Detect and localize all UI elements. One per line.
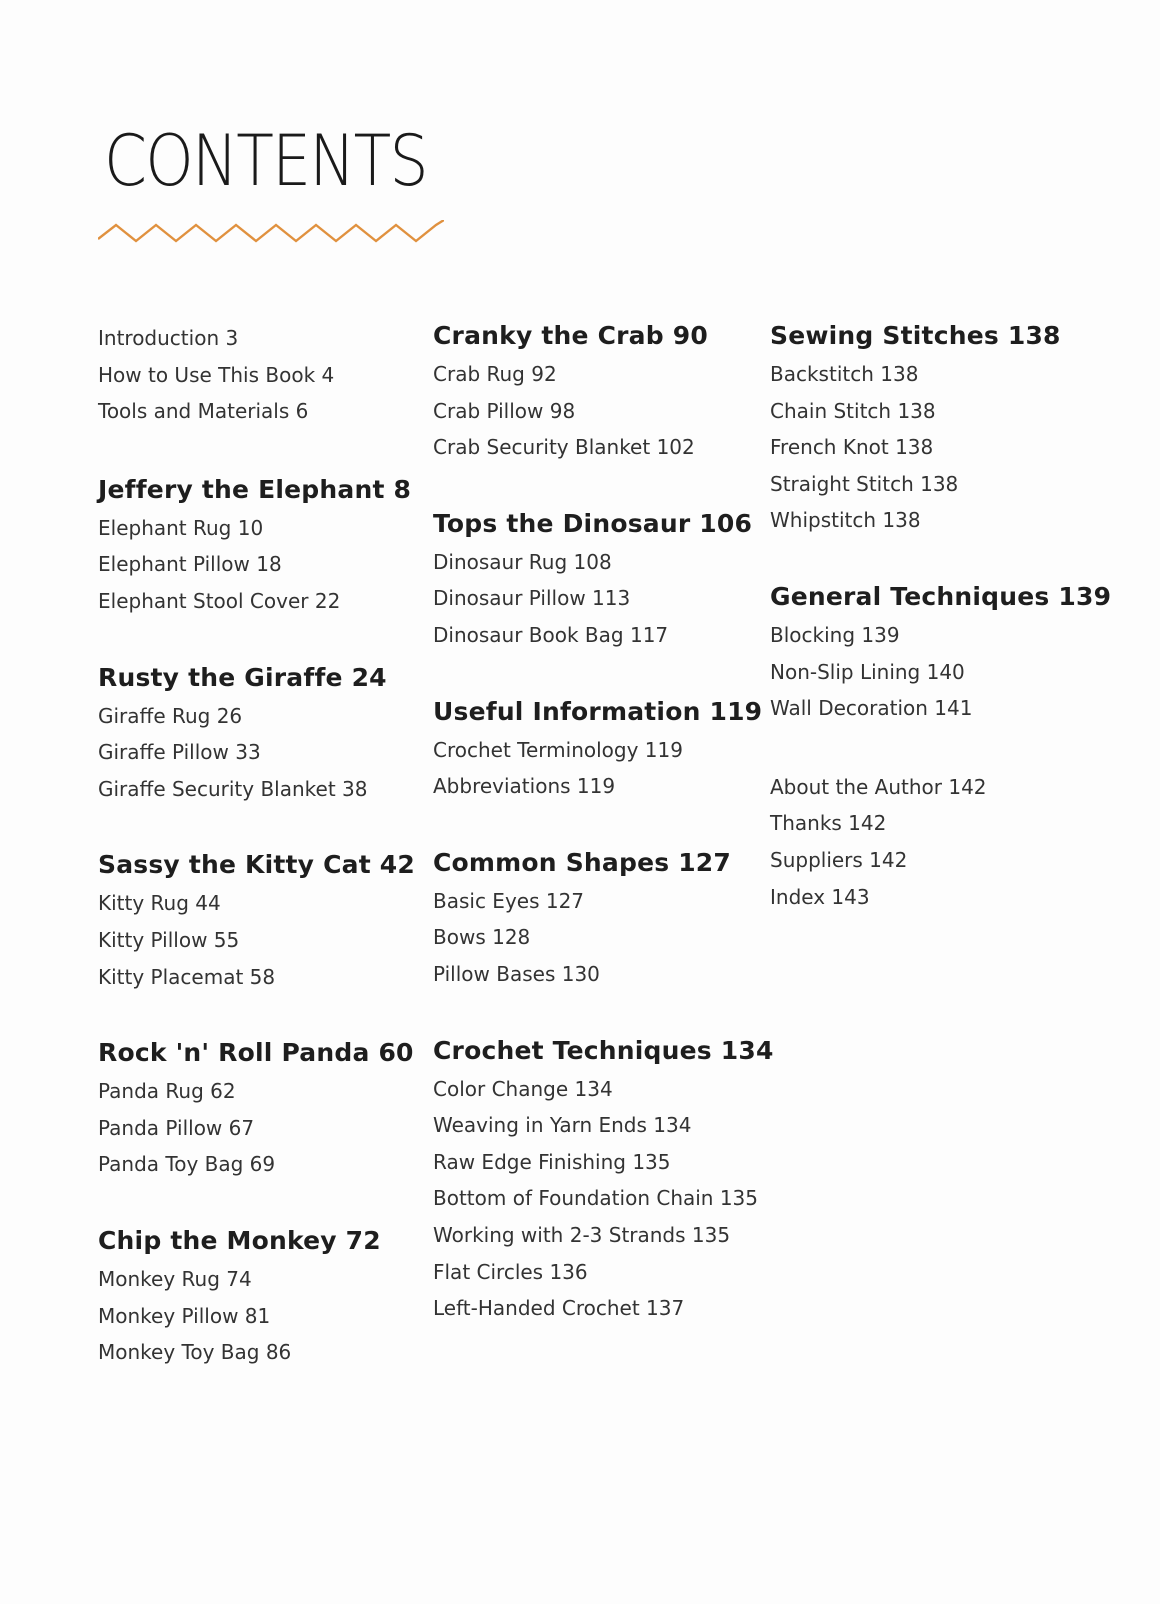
- section-heading[interactable]: Sewing Stitches 138: [770, 321, 1061, 350]
- section-elephant: [98, 474, 438, 620]
- section-common-shapes: [433, 847, 773, 993]
- toc-entry[interactable]: Backstitch 138: [770, 362, 919, 386]
- toc-entry[interactable]: Elephant Pillow 18: [98, 552, 282, 577]
- toc-entry[interactable]: Dinosaur Pillow 113: [433, 586, 631, 611]
- section-monkey: [98, 1225, 438, 1371]
- section-giraffe: [98, 662, 438, 808]
- toc-entry[interactable]: Panda Pillow 67: [98, 1115, 255, 1140]
- section-kitty: [98, 849, 438, 995]
- section-panda: [98, 1037, 438, 1183]
- back-matter-list: [770, 769, 1110, 915]
- toc-entry[interactable]: Straight Stitch 138: [770, 471, 959, 496]
- front-matter-list: [98, 320, 438, 430]
- toc-entry[interactable]: Weaving in Yarn Ends 134: [433, 1113, 692, 1138]
- toc-entry[interactable]: Crab Pillow 98: [433, 398, 576, 423]
- section-heading[interactable]: General Techniques 139: [770, 581, 1112, 611]
- toc-entry[interactable]: Dinosaur Book Bag 117: [433, 622, 669, 647]
- section-heading[interactable]: Sassy the Kitty Cat 42: [98, 850, 415, 880]
- section-heading[interactable]: Jeffery the Elephant 8: [98, 474, 412, 504]
- toc-entry[interactable]: Bottom of Foundation Chain 135: [433, 1186, 759, 1211]
- contents-column-3: [770, 320, 1110, 915]
- section-crochet-techniques: [433, 1035, 773, 1327]
- toc-entry[interactable]: Dinosaur Rug 108: [433, 549, 612, 574]
- back-matter-entry[interactable]: Suppliers 142: [770, 847, 908, 872]
- toc-entry[interactable]: Crab Security Blanket 102: [433, 435, 695, 460]
- toc-entry[interactable]: French Knot 138: [770, 435, 934, 460]
- toc-entry[interactable]: Chain Stitch 138: [770, 398, 936, 423]
- toc-entry[interactable]: Giraffe Security Blanket 38: [98, 776, 368, 801]
- toc-entry[interactable]: Non-Slip Lining 140: [770, 659, 965, 684]
- toc-entry[interactable]: Monkey Rug 74: [98, 1266, 252, 1291]
- section-heading[interactable]: Useful Information 119: [433, 696, 763, 726]
- toc-entry[interactable]: Bows 128: [433, 925, 531, 950]
- toc-entry[interactable]: Wall Decoration 141: [770, 696, 973, 721]
- contents-column-1: [98, 320, 438, 1413]
- section-heading[interactable]: Rusty the Giraffe 24: [98, 662, 387, 692]
- section-heading[interactable]: Tops the Dinosaur 106: [433, 508, 753, 538]
- section-sewing-stitches: [770, 320, 1110, 539]
- toc-entry[interactable]: Color Change 134: [433, 1076, 613, 1101]
- back-matter-entry[interactable]: Index 143: [770, 884, 870, 909]
- toc-entry[interactable]: Abbreviations 119: [433, 774, 616, 799]
- section-heading[interactable]: Cranky the Crab 90: [433, 321, 708, 350]
- back-matter-entry[interactable]: About the Author 142: [770, 774, 987, 799]
- toc-entry[interactable]: Whipstitch 138: [770, 508, 921, 533]
- toc-entry[interactable]: Giraffe Pillow 33: [98, 740, 261, 765]
- toc-entry[interactable]: Kitty Placemat 58: [98, 964, 276, 989]
- section-heading[interactable]: Crochet Techniques 134: [433, 1035, 774, 1065]
- toc-entry[interactable]: Monkey Toy Bag 86: [98, 1340, 292, 1365]
- toc-entry[interactable]: Elephant Rug 10: [98, 515, 264, 540]
- contents-column-2: [433, 320, 773, 1369]
- toc-entry[interactable]: Kitty Rug 44: [98, 891, 221, 916]
- toc-entry[interactable]: Giraffe Rug 26: [98, 703, 243, 728]
- section-general-techniques: [770, 581, 1110, 727]
- section-crab: [433, 320, 773, 466]
- section-heading[interactable]: Chip the Monkey 72: [98, 1225, 381, 1255]
- section-heading[interactable]: Common Shapes 127: [433, 847, 731, 877]
- front-matter-entry[interactable]: How to Use This Book 4: [98, 362, 335, 387]
- toc-entry[interactable]: Pillow Bases 130: [433, 961, 600, 986]
- front-matter-entry[interactable]: Tools and Materials 6: [98, 399, 309, 424]
- toc-entry[interactable]: Elephant Stool Cover 22: [98, 588, 341, 613]
- toc-entry[interactable]: Panda Toy Bag 69: [98, 1152, 276, 1177]
- front-matter-entry[interactable]: Introduction 3: [98, 326, 239, 350]
- toc-entry[interactable]: Panda Rug 62: [98, 1079, 236, 1104]
- toc-entry[interactable]: Left-Handed Crochet 137: [433, 1296, 685, 1321]
- toc-entry[interactable]: Monkey Pillow 81: [98, 1303, 271, 1328]
- back-matter-entry[interactable]: Thanks 142: [770, 811, 887, 836]
- toc-entry[interactable]: Raw Edge Finishing 135: [433, 1149, 671, 1174]
- toc-entry[interactable]: Kitty Pillow 55: [98, 927, 240, 952]
- toc-entry[interactable]: Blocking 139: [770, 622, 900, 647]
- toc-entry[interactable]: Crochet Terminology 119: [433, 737, 683, 762]
- toc-entry[interactable]: Flat Circles 136: [433, 1259, 588, 1284]
- page-title: CONTENTS: [104, 120, 427, 202]
- section-useful-information: [433, 696, 773, 805]
- section-heading[interactable]: Rock 'n' Roll Panda 60: [98, 1038, 414, 1068]
- zigzag-divider: [98, 220, 444, 246]
- toc-entry[interactable]: Working with 2-3 Strands 135: [433, 1222, 731, 1247]
- toc-entry[interactable]: Crab Rug 92: [433, 362, 557, 386]
- section-dinosaur: [433, 508, 773, 654]
- toc-entry[interactable]: Basic Eyes 127: [433, 888, 585, 913]
